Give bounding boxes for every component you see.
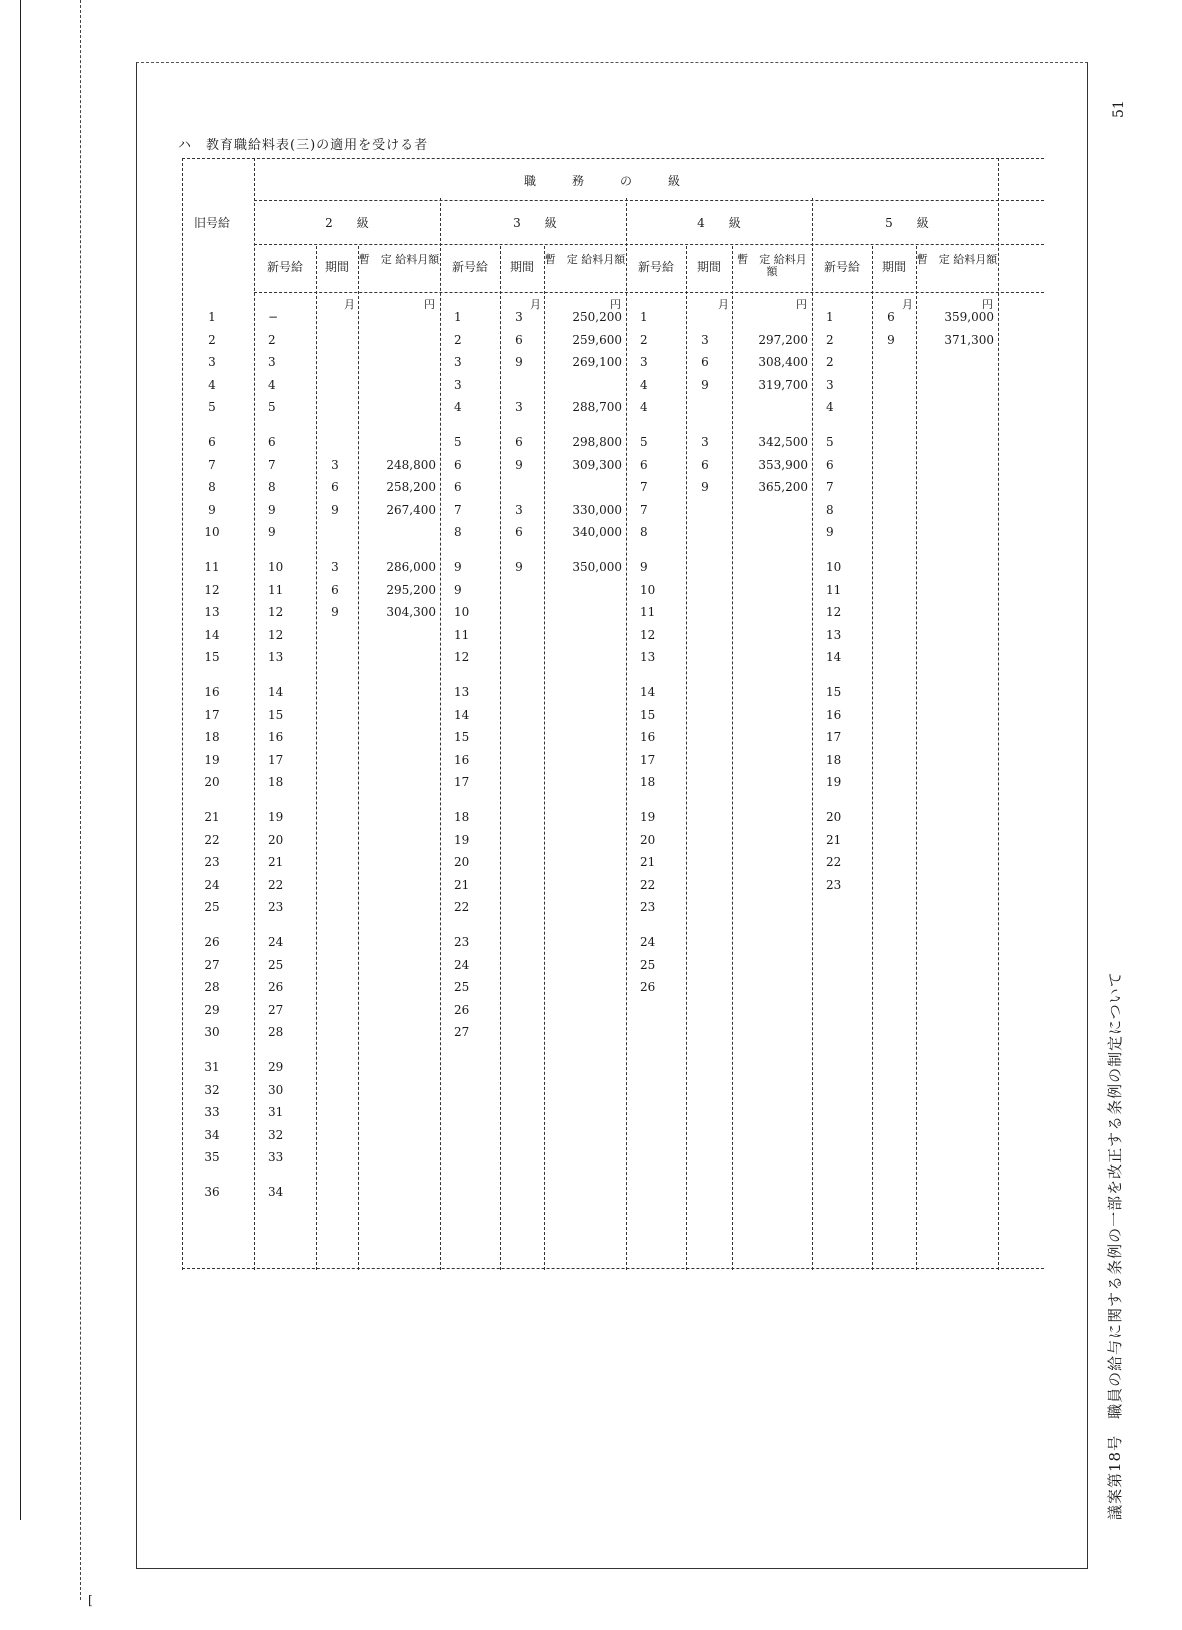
period-cell: 9: [515, 355, 523, 370]
subheader-new-grade: 新号給: [266, 260, 303, 274]
unit-yen: 円: [424, 298, 435, 311]
provisional-amount-cell: 353,900: [758, 457, 808, 472]
old-grade-cell: 25: [204, 900, 220, 915]
new-grade-cell: 3: [268, 355, 276, 370]
new-grade-cell: 11: [826, 582, 842, 597]
new-grade-cell: 19: [454, 832, 470, 847]
binding-line-left: [20, 0, 21, 1520]
unit-month: 月: [530, 298, 541, 311]
running-head: 議案第18号 職員の給与に関する条例の一部を改正する条例の制定について: [1106, 971, 1124, 1520]
new-grade-cell: 13: [454, 685, 470, 699]
old-grade-cell: 5: [208, 400, 216, 415]
provisional-amount-cell: 359,000: [944, 310, 994, 324]
new-grade-cell: 19: [640, 810, 656, 824]
new-grade-cell: 21: [826, 832, 842, 847]
new-grade-cell: 21: [640, 855, 656, 870]
new-grade-cell: 8: [826, 502, 834, 517]
new-grade-cell: 19: [826, 775, 842, 790]
new-grade-cell: 5: [454, 435, 462, 449]
new-grade-cell: 2: [826, 355, 834, 370]
new-grade-cell: 9: [268, 502, 276, 517]
new-grade-cell: 25: [640, 957, 656, 972]
subheader-new-grade: 新号給: [637, 260, 674, 274]
subheader-period: 期間: [324, 260, 349, 274]
new-grade-cell: 27: [454, 1025, 470, 1040]
new-grade-cell: 7: [268, 457, 276, 472]
period-cell: 6: [701, 355, 709, 370]
new-grade-cell: 12: [454, 650, 470, 665]
grade-header-5: 5 級: [885, 216, 929, 230]
new-grade-cell: 30: [268, 1082, 284, 1097]
old-grade-cell: 21: [204, 810, 220, 824]
grade-header-3: 3 級: [513, 216, 557, 230]
new-grade-cell: 7: [640, 480, 648, 495]
provisional-amount-cell: 319,700: [758, 377, 808, 392]
new-grade-cell: 5: [268, 400, 276, 415]
header-rule: [182, 158, 1044, 159]
new-grade-cell: 9: [454, 560, 462, 574]
period-cell: 3: [331, 560, 339, 574]
provisional-amount-cell: 365,200: [758, 480, 808, 495]
old-grade-cell: 32: [204, 1082, 220, 1097]
new-grade-cell: 6: [826, 457, 834, 472]
header-rule: [254, 200, 1044, 201]
subheader-period: 期間: [881, 260, 906, 274]
old-grade-cell: 13: [204, 605, 220, 620]
old-grade-cell: 9: [208, 502, 216, 517]
period-cell: 6: [331, 480, 339, 495]
period-cell: 9: [515, 457, 523, 472]
col-rule: [500, 246, 501, 1270]
new-grade-cell: 6: [268, 435, 276, 449]
new-grade-cell: 2: [454, 332, 462, 347]
new-grade-cell: 24: [454, 957, 470, 972]
provisional-amount-cell: 350,000: [572, 560, 622, 574]
old-grade-cell: 1: [208, 310, 216, 324]
period-cell: 9: [331, 605, 339, 620]
unit-month: 月: [718, 298, 729, 311]
new-grade-cell: 19: [268, 810, 284, 824]
new-grade-cell: 20: [268, 832, 284, 847]
old-grade-cell: 4: [208, 377, 216, 392]
subheader-provisional-amount: 暫 定 給料月額: [737, 253, 807, 278]
provisional-amount-cell: 340,000: [572, 525, 622, 540]
old-grade-cell: 23: [204, 855, 220, 870]
new-grade-cell: 25: [454, 980, 470, 995]
header-rule: [254, 244, 1044, 245]
period-cell: 9: [887, 332, 895, 347]
new-grade-cell: 7: [826, 480, 834, 495]
new-grade-cell: 24: [640, 935, 656, 949]
new-grade-cell: 17: [268, 752, 284, 767]
col-rule: [440, 198, 441, 1270]
new-grade-cell: 21: [454, 877, 470, 892]
old-grade-cell: 28: [204, 980, 220, 995]
salary-table: [182, 158, 1044, 1270]
new-grade-cell: 10: [454, 605, 470, 620]
new-grade-cell: 12: [268, 627, 284, 642]
old-grade-cell: 2: [208, 332, 216, 347]
period-cell: 3: [331, 457, 339, 472]
header-old-grade: 旧号給: [193, 216, 230, 230]
old-grade-cell: 10: [204, 525, 220, 540]
table-bottom-rule: [182, 1268, 1044, 1269]
new-grade-cell: 12: [826, 605, 842, 620]
new-grade-cell: 18: [268, 775, 284, 790]
new-grade-cell: 2: [268, 332, 276, 347]
unit-yen: 円: [982, 298, 993, 311]
old-grade-cell: 18: [204, 730, 220, 745]
new-grade-cell: 26: [268, 980, 284, 995]
new-grade-cell: 33: [268, 1150, 284, 1165]
col-rule: [916, 246, 917, 1270]
new-grade-cell: 6: [454, 480, 462, 495]
period-cell: 6: [515, 332, 523, 347]
new-grade-cell: 24: [268, 935, 284, 949]
new-grade-cell: 14: [454, 707, 470, 722]
new-grade-cell: 8: [268, 480, 276, 495]
new-grade-cell: 28: [268, 1025, 284, 1040]
old-grade-cell: 6: [208, 435, 216, 449]
binding-mark: [: [88, 1593, 93, 1607]
old-grade-cell: 17: [204, 707, 220, 722]
new-grade-cell: 23: [454, 935, 470, 949]
provisional-amount-cell: 269,100: [572, 355, 622, 370]
new-grade-cell: 14: [268, 685, 284, 699]
period-cell: 9: [701, 377, 709, 392]
new-grade-cell: 34: [268, 1185, 284, 1199]
period-cell: 6: [701, 457, 709, 472]
old-grade-cell: 31: [204, 1060, 220, 1074]
old-grade-cell: 20: [204, 775, 220, 790]
old-grade-cell: 16: [204, 685, 220, 699]
period-cell: 3: [701, 435, 709, 449]
new-grade-cell: 6: [640, 457, 648, 472]
provisional-amount-cell: 309,300: [572, 457, 622, 472]
new-grade-cell: 2: [640, 332, 648, 347]
new-grade-cell: 3: [826, 377, 834, 392]
new-grade-cell: 26: [454, 1002, 470, 1017]
col-rule: [998, 158, 999, 1270]
old-grade-cell: 33: [204, 1105, 220, 1120]
col-rule: [254, 158, 255, 1270]
provisional-amount-cell: 308,400: [758, 355, 808, 370]
new-grade-cell: 21: [268, 855, 284, 870]
new-grade-cell: 16: [268, 730, 284, 745]
new-grade-cell: 18: [454, 810, 470, 824]
new-grade-cell: 32: [268, 1127, 284, 1142]
col-rule: [358, 246, 359, 1270]
new-grade-cell: 20: [640, 832, 656, 847]
unit-yen: 円: [610, 298, 621, 311]
section-title: ハ 教育職給料表(三)の適用を受ける者: [178, 138, 429, 153]
new-grade-cell: 5: [826, 435, 834, 449]
new-grade-cell: 11: [454, 627, 470, 642]
subheader-provisional-amount: 暫 定 給料月額: [358, 253, 440, 266]
new-grade-cell: 3: [454, 377, 462, 392]
provisional-amount-cell: 295,200: [386, 582, 436, 597]
provisional-amount-cell: 259,600: [572, 332, 622, 347]
new-grade-cell: 4: [640, 377, 648, 392]
old-grade-cell: 26: [204, 935, 220, 949]
new-grade-cell: 22: [826, 855, 842, 870]
new-grade-cell: 16: [826, 707, 842, 722]
old-grade-cell: 24: [204, 877, 220, 892]
new-grade-cell: 7: [640, 502, 648, 517]
old-grade-cell: 22: [204, 832, 220, 847]
provisional-amount-cell: 248,800: [386, 457, 436, 472]
new-grade-cell: 22: [640, 877, 656, 892]
old-grade-cell: 19: [204, 752, 220, 767]
new-grade-cell: 22: [268, 877, 284, 892]
subheader-period: 期間: [696, 260, 721, 274]
new-grade-cell: 13: [268, 650, 284, 665]
new-grade-cell: 17: [454, 775, 470, 790]
period-cell: 9: [331, 502, 339, 517]
new-grade-cell: 15: [454, 730, 470, 745]
new-grade-cell: 9: [454, 582, 462, 597]
new-grade-cell: 6: [454, 457, 462, 472]
old-grade-cell: 14: [204, 627, 220, 642]
col-rule: [316, 246, 317, 1270]
new-grade-cell: 18: [826, 752, 842, 767]
new-grade-cell: 15: [268, 707, 284, 722]
new-grade-cell: 17: [640, 752, 656, 767]
period-cell: 3: [515, 400, 523, 415]
new-grade-cell: 31: [268, 1105, 284, 1120]
provisional-amount-cell: 298,800: [572, 435, 622, 449]
new-grade-cell: 10: [640, 582, 656, 597]
new-grade-cell: 23: [268, 900, 284, 915]
new-grade-cell: 23: [640, 900, 656, 915]
provisional-amount-cell: 267,400: [386, 502, 436, 517]
new-grade-cell: 15: [640, 707, 656, 722]
new-grade-cell: 11: [640, 605, 656, 620]
subheader-provisional-amount: 暫 定 給料月額: [544, 253, 626, 266]
new-grade-cell: 3: [454, 355, 462, 370]
new-grade-cell: 4: [268, 377, 276, 392]
old-grade-cell: 27: [204, 957, 220, 972]
period-cell: 6: [515, 525, 523, 540]
new-grade-cell: 25: [268, 957, 284, 972]
new-grade-cell: 8: [454, 525, 462, 540]
new-grade-cell: 4: [454, 400, 462, 415]
provisional-amount-cell: 250,200: [572, 310, 622, 324]
unit-month: 月: [902, 298, 913, 311]
col-rule: [626, 198, 627, 1270]
new-grade-cell: 20: [454, 855, 470, 870]
page-number: 51: [1111, 100, 1127, 118]
new-grade-cell: 9: [268, 525, 276, 540]
col-rule: [812, 198, 813, 1270]
provisional-amount-cell: 342,500: [758, 435, 808, 449]
new-grade-cell: 3: [640, 355, 648, 370]
new-grade-cell: 9: [826, 525, 834, 540]
new-grade-cell: 5: [640, 435, 648, 449]
provisional-amount-cell: 258,200: [386, 480, 436, 495]
period-cell: 3: [701, 332, 709, 347]
new-grade-cell: 14: [640, 685, 656, 699]
old-grade-cell: 36: [204, 1185, 220, 1199]
provisional-amount-cell: 297,200: [758, 332, 808, 347]
new-grade-cell: 29: [268, 1060, 284, 1074]
new-grade-cell: 1: [454, 310, 462, 324]
old-grade-cell: 30: [204, 1025, 220, 1040]
new-grade-cell: 11: [268, 582, 284, 597]
new-grade-cell: 12: [268, 605, 284, 620]
old-grade-cell: 34: [204, 1127, 220, 1142]
subheader-new-grade: 新号給: [451, 260, 488, 274]
old-grade-cell: 7: [208, 457, 216, 472]
old-grade-cell: 11: [204, 560, 220, 574]
new-grade-cell: 14: [826, 650, 842, 665]
old-grade-cell: 12: [204, 582, 220, 597]
new-grade-cell: 13: [826, 627, 842, 642]
old-grade-cell: 35: [204, 1150, 220, 1165]
new-grade-cell: 17: [826, 730, 842, 745]
subheader-new-grade: 新号給: [823, 260, 860, 274]
header-duty-grade: 職 務 の 級: [523, 174, 680, 188]
old-grade-cell: 8: [208, 480, 216, 495]
new-grade-cell: 18: [640, 775, 656, 790]
col-rule: [182, 158, 183, 1270]
binding-line-inner: [80, 0, 81, 1600]
new-grade-cell: 10: [268, 560, 284, 574]
unit-yen: 円: [796, 298, 807, 311]
period-cell: 3: [515, 310, 523, 324]
period-cell: 9: [701, 480, 709, 495]
old-grade-cell: 29: [204, 1002, 220, 1017]
new-grade-cell: 16: [454, 752, 470, 767]
new-grade-cell: 16: [640, 730, 656, 745]
provisional-amount-cell: 304,300: [386, 605, 436, 620]
period-cell: 9: [515, 560, 523, 574]
new-grade-cell: 4: [826, 400, 834, 415]
new-grade-cell: 13: [640, 650, 656, 665]
new-grade-cell: 20: [826, 810, 842, 824]
col-rule: [872, 246, 873, 1270]
provisional-amount-cell: 286,000: [386, 560, 436, 574]
grade-header-2: 2 級: [325, 216, 369, 230]
new-grade-cell: 22: [454, 900, 470, 915]
subheader-period: 期間: [509, 260, 534, 274]
new-grade-cell: 1: [826, 310, 834, 324]
old-grade-cell: 15: [204, 650, 220, 665]
unit-month: 月: [344, 298, 355, 311]
new-grade-cell: 15: [826, 685, 842, 699]
period-cell: 3: [515, 502, 523, 517]
provisional-amount-cell: 330,000: [572, 502, 622, 517]
new-grade-cell: 9: [640, 560, 648, 574]
new-grade-cell: −: [268, 310, 279, 324]
provisional-amount-cell: 288,700: [572, 400, 622, 415]
new-grade-cell: 10: [826, 560, 842, 574]
provisional-amount-cell: 371,300: [944, 332, 994, 347]
new-grade-cell: 2: [826, 332, 834, 347]
subheader-provisional-amount: 暫 定 給料月額: [916, 253, 998, 266]
period-cell: 6: [331, 582, 339, 597]
new-grade-cell: 4: [640, 400, 648, 415]
new-grade-cell: 1: [640, 310, 648, 324]
new-grade-cell: 7: [454, 502, 462, 517]
period-cell: 6: [887, 310, 895, 324]
period-cell: 6: [515, 435, 523, 449]
new-grade-cell: 26: [640, 980, 656, 995]
grade-header-4: 4 級: [697, 216, 741, 230]
new-grade-cell: 8: [640, 525, 648, 540]
col-rule: [732, 246, 733, 1270]
col-rule: [686, 246, 687, 1270]
new-grade-cell: 27: [268, 1002, 284, 1017]
header-rule: [254, 292, 1044, 293]
new-grade-cell: 12: [640, 627, 656, 642]
old-grade-cell: 3: [208, 355, 216, 370]
new-grade-cell: 23: [826, 877, 842, 892]
